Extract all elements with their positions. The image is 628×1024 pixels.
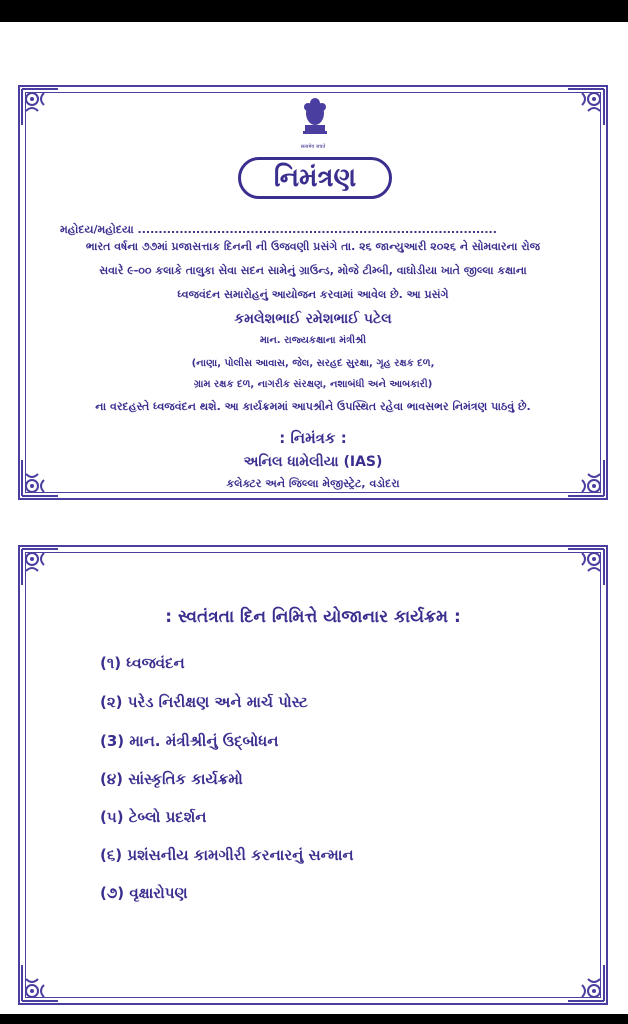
body-line-1: ભારત વર્ષના ૭૭માં પ્રજાસત્તાક દિનની ની ઉજવણી પ્રસંગે તા. ૨૬ જાન્યુઆરી ૨૦૨૬ ને સોમવારના રોજ [85,240,541,253]
salutation: મહોદય/મહોદયા ...................................................................................... [60,223,497,236]
list-item: (૧) ધ્વજવંદન [100,654,185,672]
body-line-2: સવારે ૯-૦૦ કલાકે તાલુકા સેવા સદન સામેનું ગ્રાઉન્ડ, મોજે ટીમ્બી, વાઘોડીયા ખાતે જીલ્લા કક્ષાના [99,264,527,277]
corner-ornament-icon [20,87,60,127]
list-item: (૪) સાંસ્કૃતિક કાર્યક્રમો [100,770,243,788]
corner-ornament-icon [566,963,606,1003]
body-line-4: ના વરદહસ્તે ધ્વજવંદન થશે. આ કાર્યક્રમમાં આપશ્રીને ઉપસ્થિત રહેવા ભાવસભર નિમંત્રણ પાઠવું છે. [95,400,531,413]
inviter-name: અનિલ ધામેલીયા (IAS) [243,454,383,470]
inviter-label: : નિમંત્રક : [279,429,347,447]
corner-ornament-icon [566,87,606,127]
body-line-3: ધ્વજવંદન સમારોહનું આયોજન કરવામાં આવેલ છે. આ પ્રસંગે [177,288,449,301]
guest-title: માન. રાજ્યકક્ષાના મંત્રીશ્રી [259,335,367,346]
corner-ornament-icon [566,547,606,587]
list-item: (૭) વૃક્ષારોપણ [100,884,188,902]
portfolio-line-2: ગ્રામ રક્ષક દળ, નાગરીક સંરક્ષણ, નશાબંધી અને આબકારી) [193,379,433,390]
national-emblem-icon [297,95,333,147]
corner-ornament-icon [20,547,60,587]
invitation-title: નિમંત્રણ [238,157,392,199]
list-item: (૫) ટેબ્લો પ્રદર્શન [100,808,207,826]
corner-ornament-icon [20,458,60,498]
list-item: (૬) પ્રશંસનીય કામગીરી કરનારનું સન્માન [100,846,354,864]
top-status-bar [0,0,628,22]
program-heading: : સ્વતંત્રતા દિન નિમિત્તે યોજાનાર કાર્યક્રમ : [165,607,461,627]
corner-ornament-icon [566,458,606,498]
invitation-card [18,85,608,500]
program-card [18,545,608,1005]
guest-name: કમલેશભાઈ રમેશભાઈ પટેલ [234,311,392,327]
list-item: (3) માન. મંત્રીશ્રીનું ઉદ્‌બોધન [100,732,279,750]
list-item: (૨) પરેડ નિરીક્ષણ અને માર્ચ પોસ્ટ [100,693,308,711]
bottom-bar [0,1014,628,1024]
emblem-motto: सत्यमेव जयते [300,144,326,150]
inviter-title: કલેક્ટર અને જિલ્લા મેજીસ્ટ્રેટ, વડોદરા [226,477,400,490]
portfolio-line-1: (નાણા, પોલીસ આવાસ, જેલ, સરહદ સુરક્ષા, ગૃહ રક્ષક દળ, [191,358,435,369]
corner-ornament-icon [20,963,60,1003]
